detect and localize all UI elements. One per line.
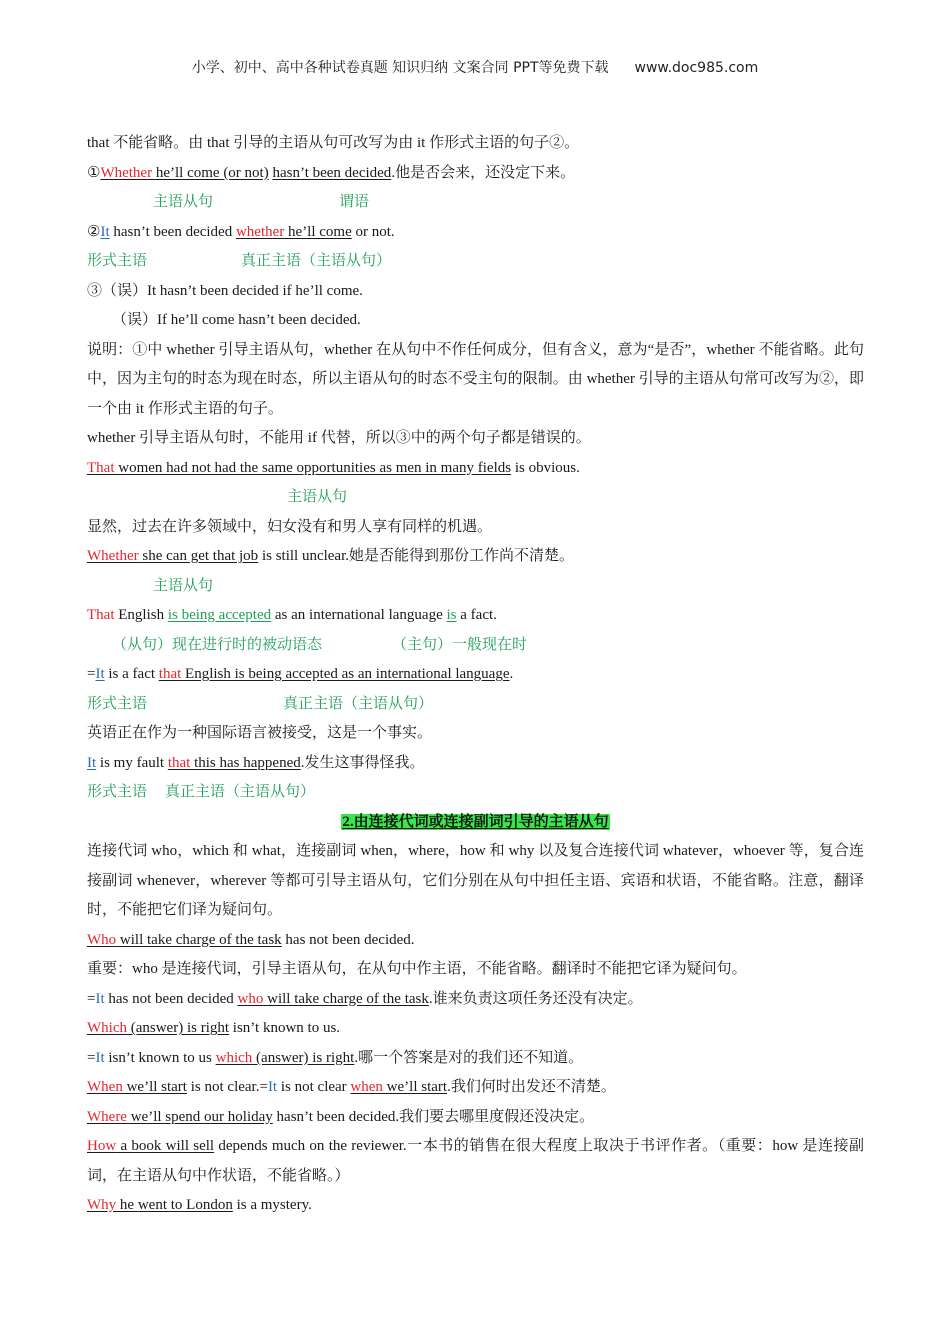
who-note: 重要：who 是连接代词，引导主语从句，在从句中作主语，不能省略。翻译时不能把它译为疑问句。	[87, 961, 747, 977]
subject-clause: Whether he’ll come (or not)	[100, 164, 269, 181]
example-1-labels: 主语从句 谓语	[153, 194, 370, 210]
example-4: Whether she can get that job is still unclear.她是否能得到那份工作尚不清楚。	[87, 548, 575, 564]
note: whether 引导主语从句时，不能用 if 代替，所以③中的两个句子都是错误的。	[87, 430, 591, 446]
example-2: ②It hasn’t been decided whether he’ll come or not.	[87, 223, 395, 240]
document-body	[87, 129, 864, 1221]
paragraph-intro: that 不能省略。由 that 引导的主语从句可改写为由 it 作形式主语的句子②。	[87, 135, 580, 151]
section-2-intro: 连接代词 who，which 和 what，连接副词 when，where，how 和 why 以及复合连接代词 whatever，whoever 等，复合连接副词 whenever，wherever 等都可引导主语从句，它们分别在从句中担任主语、宾语和状语，不能省略。注意，翻译时，不能把它们译为疑问句。	[87, 843, 864, 918]
example-3-label: 主语从句	[287, 489, 348, 505]
example-4-label: 主语从句	[153, 577, 214, 594]
example-2-labels: 形式主语 真正主语（主语从句）	[87, 253, 392, 269]
how-example: How a book will sell depends much on the reviewer.一本书的销售在很大程度上取决于书评作者。（重要：how 是连接副词，在主语从句中作状语，不能省略。）	[87, 1138, 865, 1184]
example-6-labels: 形式主语 真正主语（主语从句）	[87, 784, 316, 800]
example-5-translation: 英语正在作为一种国际语言被接受，这是一个事实。	[87, 725, 433, 741]
example-5-rewrite-labels: 形式主语 真正主语（主语从句）	[87, 695, 434, 712]
wrong-example-1: ③（误）It hasn’t been decided if he’ll come.	[87, 282, 363, 299]
example-3: That women had not had the same opportunities as men in many fields is obvious.	[87, 459, 580, 476]
example-5-labels: （从句）现在进行时的被动语态 （主句）一般现在时	[112, 636, 528, 653]
example-5: That English is being accepted as an international language is a fact.	[87, 607, 497, 623]
when-example: When we’ll start is not clear.=It is not clear when we’ll start.我们何时出发还不清楚。	[87, 1079, 616, 1095]
page-header	[0, 57, 950, 77]
where-example: Where we’ll spend our holiday hasn’t been decided.我们要去哪里度假还没决定。	[87, 1108, 595, 1125]
example-5-rewrite: =It is a fact that English is being accepted as an international language.	[87, 666, 514, 682]
wrong-example-2: （误）If he’ll come hasn’t been decided.	[112, 312, 361, 328]
predicate: hasn’t been decided	[272, 164, 392, 181]
subject-clause: whether he’ll come	[235, 223, 352, 240]
which-rewrite: =It isn’t known to us which (answer) is right.哪一个答案是对的我们还不知道。	[87, 1049, 584, 1066]
example-6: It is my fault that this has happened.发生这事得怪我。	[87, 754, 425, 771]
which-example: Which (answer) is right isn’t known to us.	[87, 1020, 341, 1036]
why-example: Why he went to London is a mystery.	[87, 1197, 312, 1213]
example-1: ①Whether he’ll come (or not) hasn’t been decided.他是否会来，还没定下来。	[87, 164, 576, 181]
explanation: 说明：①中 whether 引导主语从句，whether 在从句中不作任何成分，但有含义，意为“是否”，whether 不能省略。此句中，因为主句的时态为现在时态，所以主语从句的时态不受主句的限制。由 whether 引导的主语从句常可改写为②，即一个由 it 作形式主语的句子。	[87, 341, 864, 417]
example-3-translation: 显然，过去在许多领域中，妇女没有和男人享有同样的机遇。	[87, 518, 493, 535]
who-example: Who will take charge of the task has not been decided.	[87, 931, 415, 948]
who-rewrite: =It has not been decided who will take charge of the task.谁来负责这项任务还没有决定。	[87, 990, 643, 1007]
header-url[interactable]: www.doc985.com	[634, 60, 759, 76]
header-title: 小学、初中、高中各种试卷真题 知识归纳 文案合同 PPT等免费下载	[191, 60, 609, 76]
section-2-heading: 2.由连接代词或连接副词引导的主语从句	[342, 813, 609, 830]
